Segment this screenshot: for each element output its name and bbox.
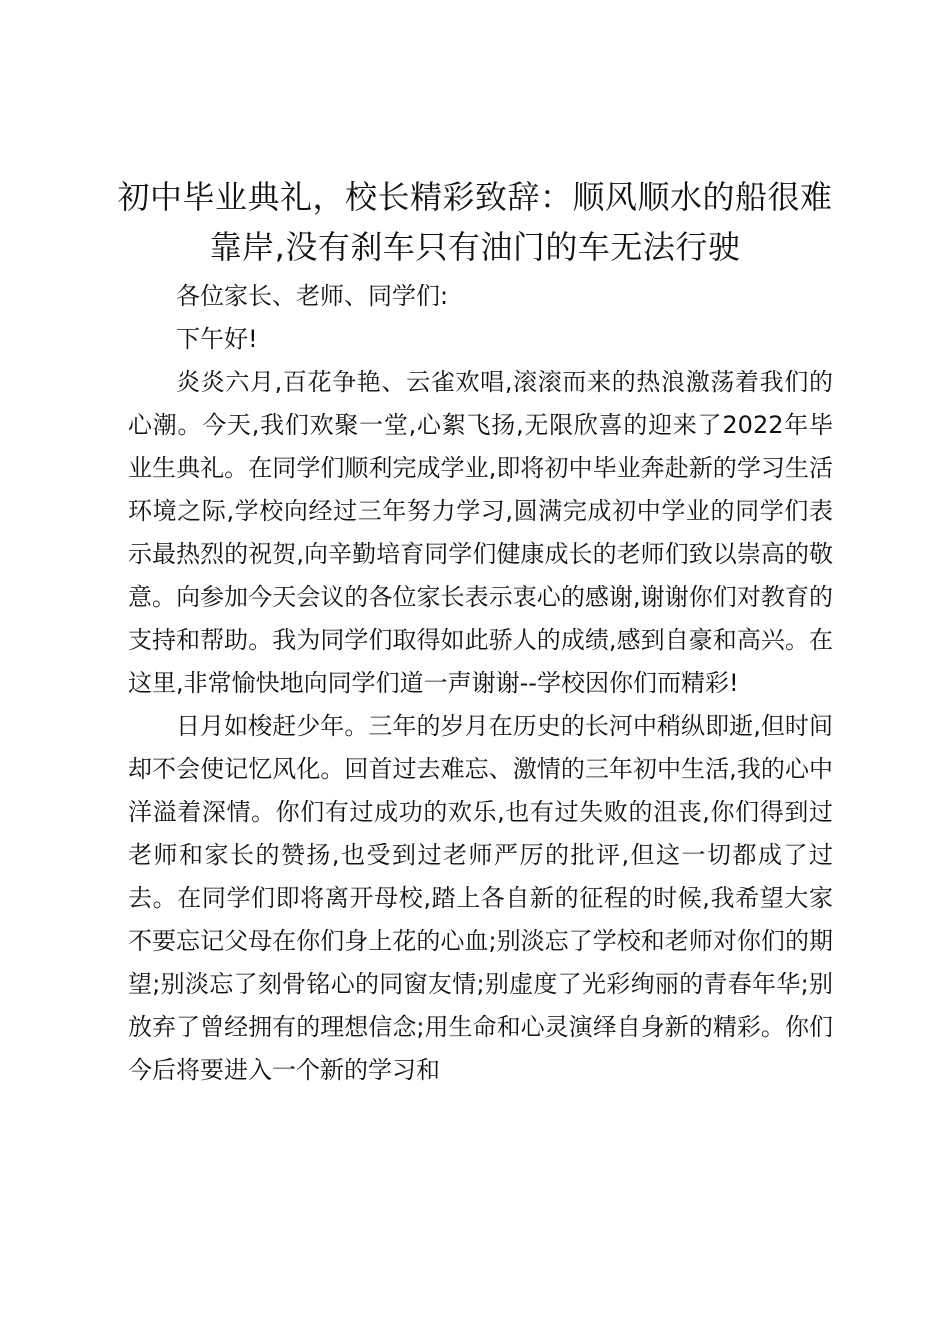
salutation: 各位家长、老师、同学们: xyxy=(176,282,449,310)
paragraph-2: 日月如梭赶少年。三年的岁月在历史的长河中稍纵即逝,但时间却不会使记忆风化。回首过去难忘、激情的三年初中生活,我的心中洋溢着深情。你们有过成功的欢乐,也有过失败的沮丧,你们得到过老师和家长的赞扬,也受到过老师严厉的批评,但这一切都成了过去。在同学们即将离开母校,踏上各自新的征程的时候,我希望大家不要忘记父母在你们身上花的心血;别淡忘了学校和老师对你们的期望;别淡忘了刻骨铭心的同窗友情;别虚度了光彩绚丽的青春年华;别放弃了曾经拥有的理想信念;用生命和心灵演绎自身新的精彩。你们今后将要进入一个新的学习和 xyxy=(128,712,833,1084)
document-body xyxy=(128,275,833,1092)
greeting: 下午好! xyxy=(176,325,258,353)
document-title: 初中毕业典礼，校长精彩致辞：顺风顺水的船很难靠岸,没有刹车只有油门的车无法行驶 xyxy=(117,178,833,266)
paragraph-1: 炎炎六月,百花争艳、云雀欢唱,滚滚而来的热浪激荡着我们的心潮。今天,我们欢聚一堂,心絮飞扬,无限欣喜的迎来了2022年毕业生典礼。在同学们顺利完成学业,即将初中毕业奔赴新的学习生活环境之际,学校向经过三年努力学习,圆满完成初中学业的同学们表示最热烈的祝贺,向辛勤培育同学们健康成长的老师们致以崇高的敬意。向参加今天会议的各位家长表示衷心的感谢,谢谢你们对教育的支持和帮助。我为同学们取得如此骄人的成绩,感到自豪和高兴。在这里,非常愉快地向同学们道一声谢谢--学校因你们而精彩! xyxy=(128,368,833,697)
